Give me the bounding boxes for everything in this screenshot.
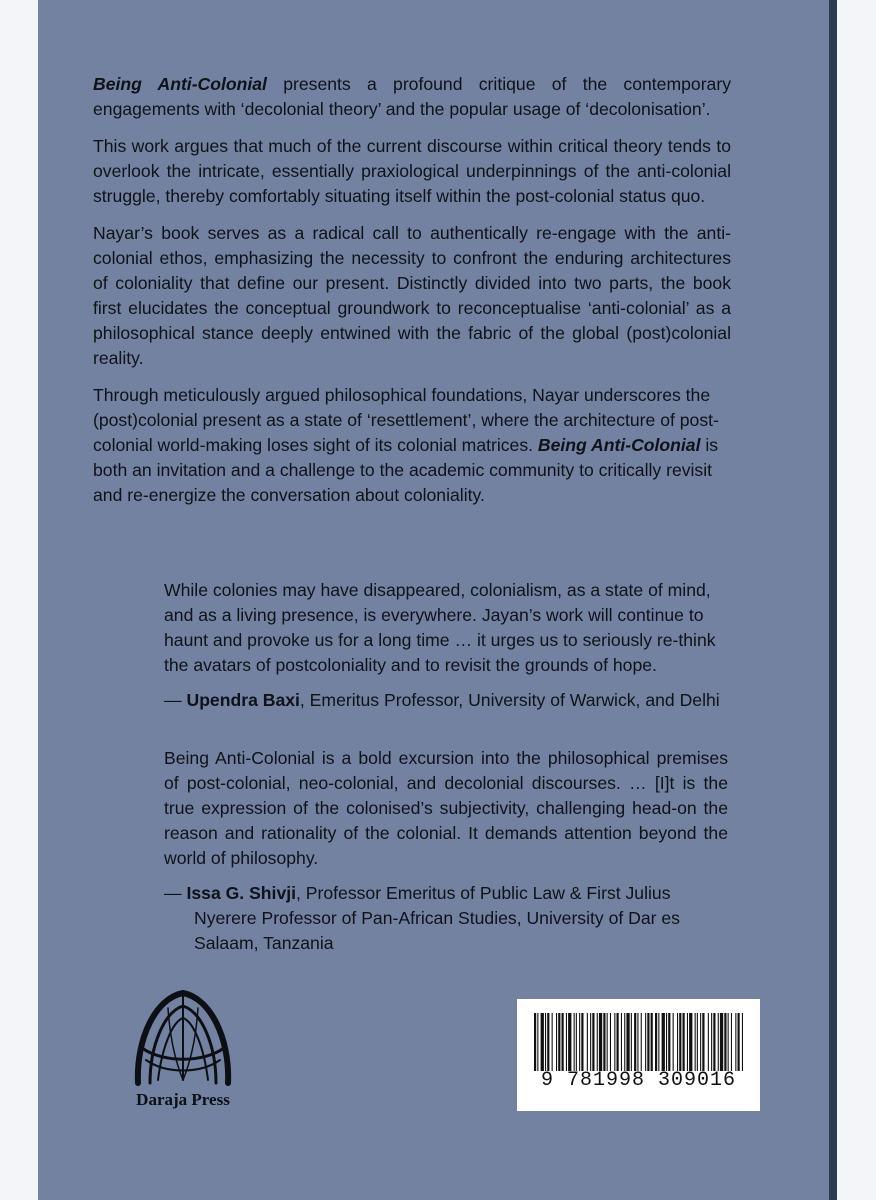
barcode-bar [614, 1013, 615, 1071]
book-title-italic: Being Anti-Colonial [93, 74, 267, 94]
endorsement-text: While colonies may have disappeared, colonialism, as a state of mind, and as a living presence, is everywhere. Jayan’s work will continue to haunt and provoke us for a long time … it urges us to seriously re-think the avatars of postcoloniality and to revisit the grounds of hope. [164, 580, 716, 675]
barcode-bar [581, 1013, 583, 1071]
barcode-bar [562, 1013, 564, 1071]
barcode-bar [641, 1013, 642, 1071]
barcode-bar [552, 1013, 553, 1071]
barcode-bar [597, 1013, 598, 1071]
endorsement-baxi [164, 578, 728, 713]
barcode-bar [724, 1013, 726, 1071]
barcode-bar [599, 1013, 602, 1071]
barcode-bar [592, 1013, 594, 1071]
barcode-bars [534, 1013, 743, 1073]
barcode-bar [537, 1013, 538, 1071]
barcode-bar [702, 1013, 704, 1071]
endorsement-text: Being Anti-Colonial is a bold excursion into the philosophical premises of post-colonial, neo-colonial, and decolonial discourses. … [I]t is the true expression of the colonised’s subjectivity, challenging head-on the reason and rationality of the colonial. It demands attention beyond the world of philosophy. [164, 748, 728, 868]
barcode-bar [720, 1013, 723, 1071]
barcode-bar [697, 1013, 698, 1071]
endorsement-attribution: — Issa G. Shivji, Professor Emeritus of Public Law & First Julius Nyerere Professor of Pan-African Studies, University of Dar es Salaam, Tanzania [164, 883, 680, 953]
barcode-bar [677, 1013, 678, 1071]
barcode-bar [711, 1013, 712, 1071]
barcode-bar [626, 1013, 629, 1071]
barcode-bar [634, 1013, 636, 1071]
endorsement-attribution: — Upendra Baxi, Emeritus Professor, University of Warwick, and Delhi [164, 690, 720, 710]
barcode-bar [687, 1013, 688, 1071]
barcode-bar [645, 1013, 646, 1071]
barcode-bar [683, 1013, 685, 1071]
isbn-number: 9 781998 309016 [540, 1069, 737, 1092]
barcode-bar [607, 1013, 608, 1071]
barcode-bar [713, 1013, 715, 1071]
barcode-bar [590, 1013, 591, 1071]
spine-edge [829, 0, 837, 1200]
barcode-bar [587, 1013, 588, 1071]
barcode-bar [666, 1013, 667, 1071]
barcode-bar [695, 1013, 696, 1071]
barcode-bar [742, 1013, 743, 1071]
barcode-bar [689, 1013, 692, 1071]
blurb [93, 72, 731, 520]
blurb-paragraph-4: Through meticulously argued philosophical foundations, Nayar underscores the (post)colonial present as a state of ‘resettlement’, where the architecture of post-colonial world-making loses sight of its colonial matrices. Being Anti-Colonial is both an invitation and a challenge to the academic community to critically revisit and re-energize the conversation about coloniality. [93, 385, 719, 505]
publisher-name: Daraja Press [136, 1090, 230, 1109]
endorser-name: Upendra Baxi [186, 690, 300, 710]
barcode-bar [574, 1013, 575, 1071]
barcode-bar [631, 1013, 632, 1071]
barcode-bar [541, 1013, 544, 1071]
barcode-bar [662, 1013, 665, 1071]
barcode-bar [621, 1013, 622, 1071]
barcode-bar [700, 1013, 701, 1071]
barcode-bar [568, 1013, 571, 1071]
barcode-bar [728, 1013, 729, 1071]
barcode-bar [637, 1013, 638, 1071]
endorsement-shivji [164, 746, 728, 956]
blurb-paragraph-3: Nayar’s book serves as a radical call to authentically re-engage with the anti-colonial ethos, emphasizing the necessity to confront the enduring architectures of coloniality that define our present. Distinctly divided into two parts, the book first elucidates the conceptual groundwork to reconceptualise ‘anti-colonial’ as a philosophical stance deeply entwined with the fabric of the global (post)colonial reality. [93, 223, 731, 368]
barcode-bar [576, 1013, 577, 1071]
barcode-bar [556, 1013, 557, 1071]
barcode-bar [624, 1013, 625, 1071]
barcode-bar [655, 1013, 657, 1071]
blurb-paragraph-2: This work argues that much of the current discourse within critical theory tends to overlook the intricate, essentially praxiological underpinnings of the anti-colonial struggle, thereby comfortably situating itself within the post-colonial status quo. [93, 136, 731, 206]
barcode-bar [708, 1013, 709, 1071]
book-title-italic: Being Anti-Colonial [537, 435, 701, 455]
barcode-bar [735, 1013, 736, 1071]
blurb-paragraph-1: Being Anti-Colonial presents a profound critique of the contemporary engagements with ‘decolonial theory’ and the popular usage of ‘decolonisation’. [93, 74, 731, 119]
barcode-bar [610, 1013, 611, 1071]
barcode-bar [668, 1013, 670, 1071]
barcode-bar [731, 1013, 732, 1071]
endorser-name: Issa G. Shivji [186, 883, 297, 903]
barcode-bar [534, 1013, 536, 1071]
barcode-bar [673, 1013, 674, 1071]
isbn-barcode [517, 999, 760, 1111]
barcode-bar [617, 1013, 619, 1071]
barcode-bar [647, 1013, 649, 1071]
barcode-bar [566, 1013, 567, 1071]
barcode-bar [651, 1013, 653, 1071]
barcode-bar [603, 1013, 605, 1071]
barcode-bar [558, 1013, 560, 1071]
barcode-bar [679, 1013, 681, 1071]
barcode-bar [738, 1013, 740, 1071]
barcode-bar [545, 1013, 546, 1071]
barcode-bar [658, 1013, 659, 1071]
barcode-bar [718, 1013, 719, 1071]
barcode-bar [547, 1013, 549, 1071]
barcode-bar [579, 1013, 580, 1071]
